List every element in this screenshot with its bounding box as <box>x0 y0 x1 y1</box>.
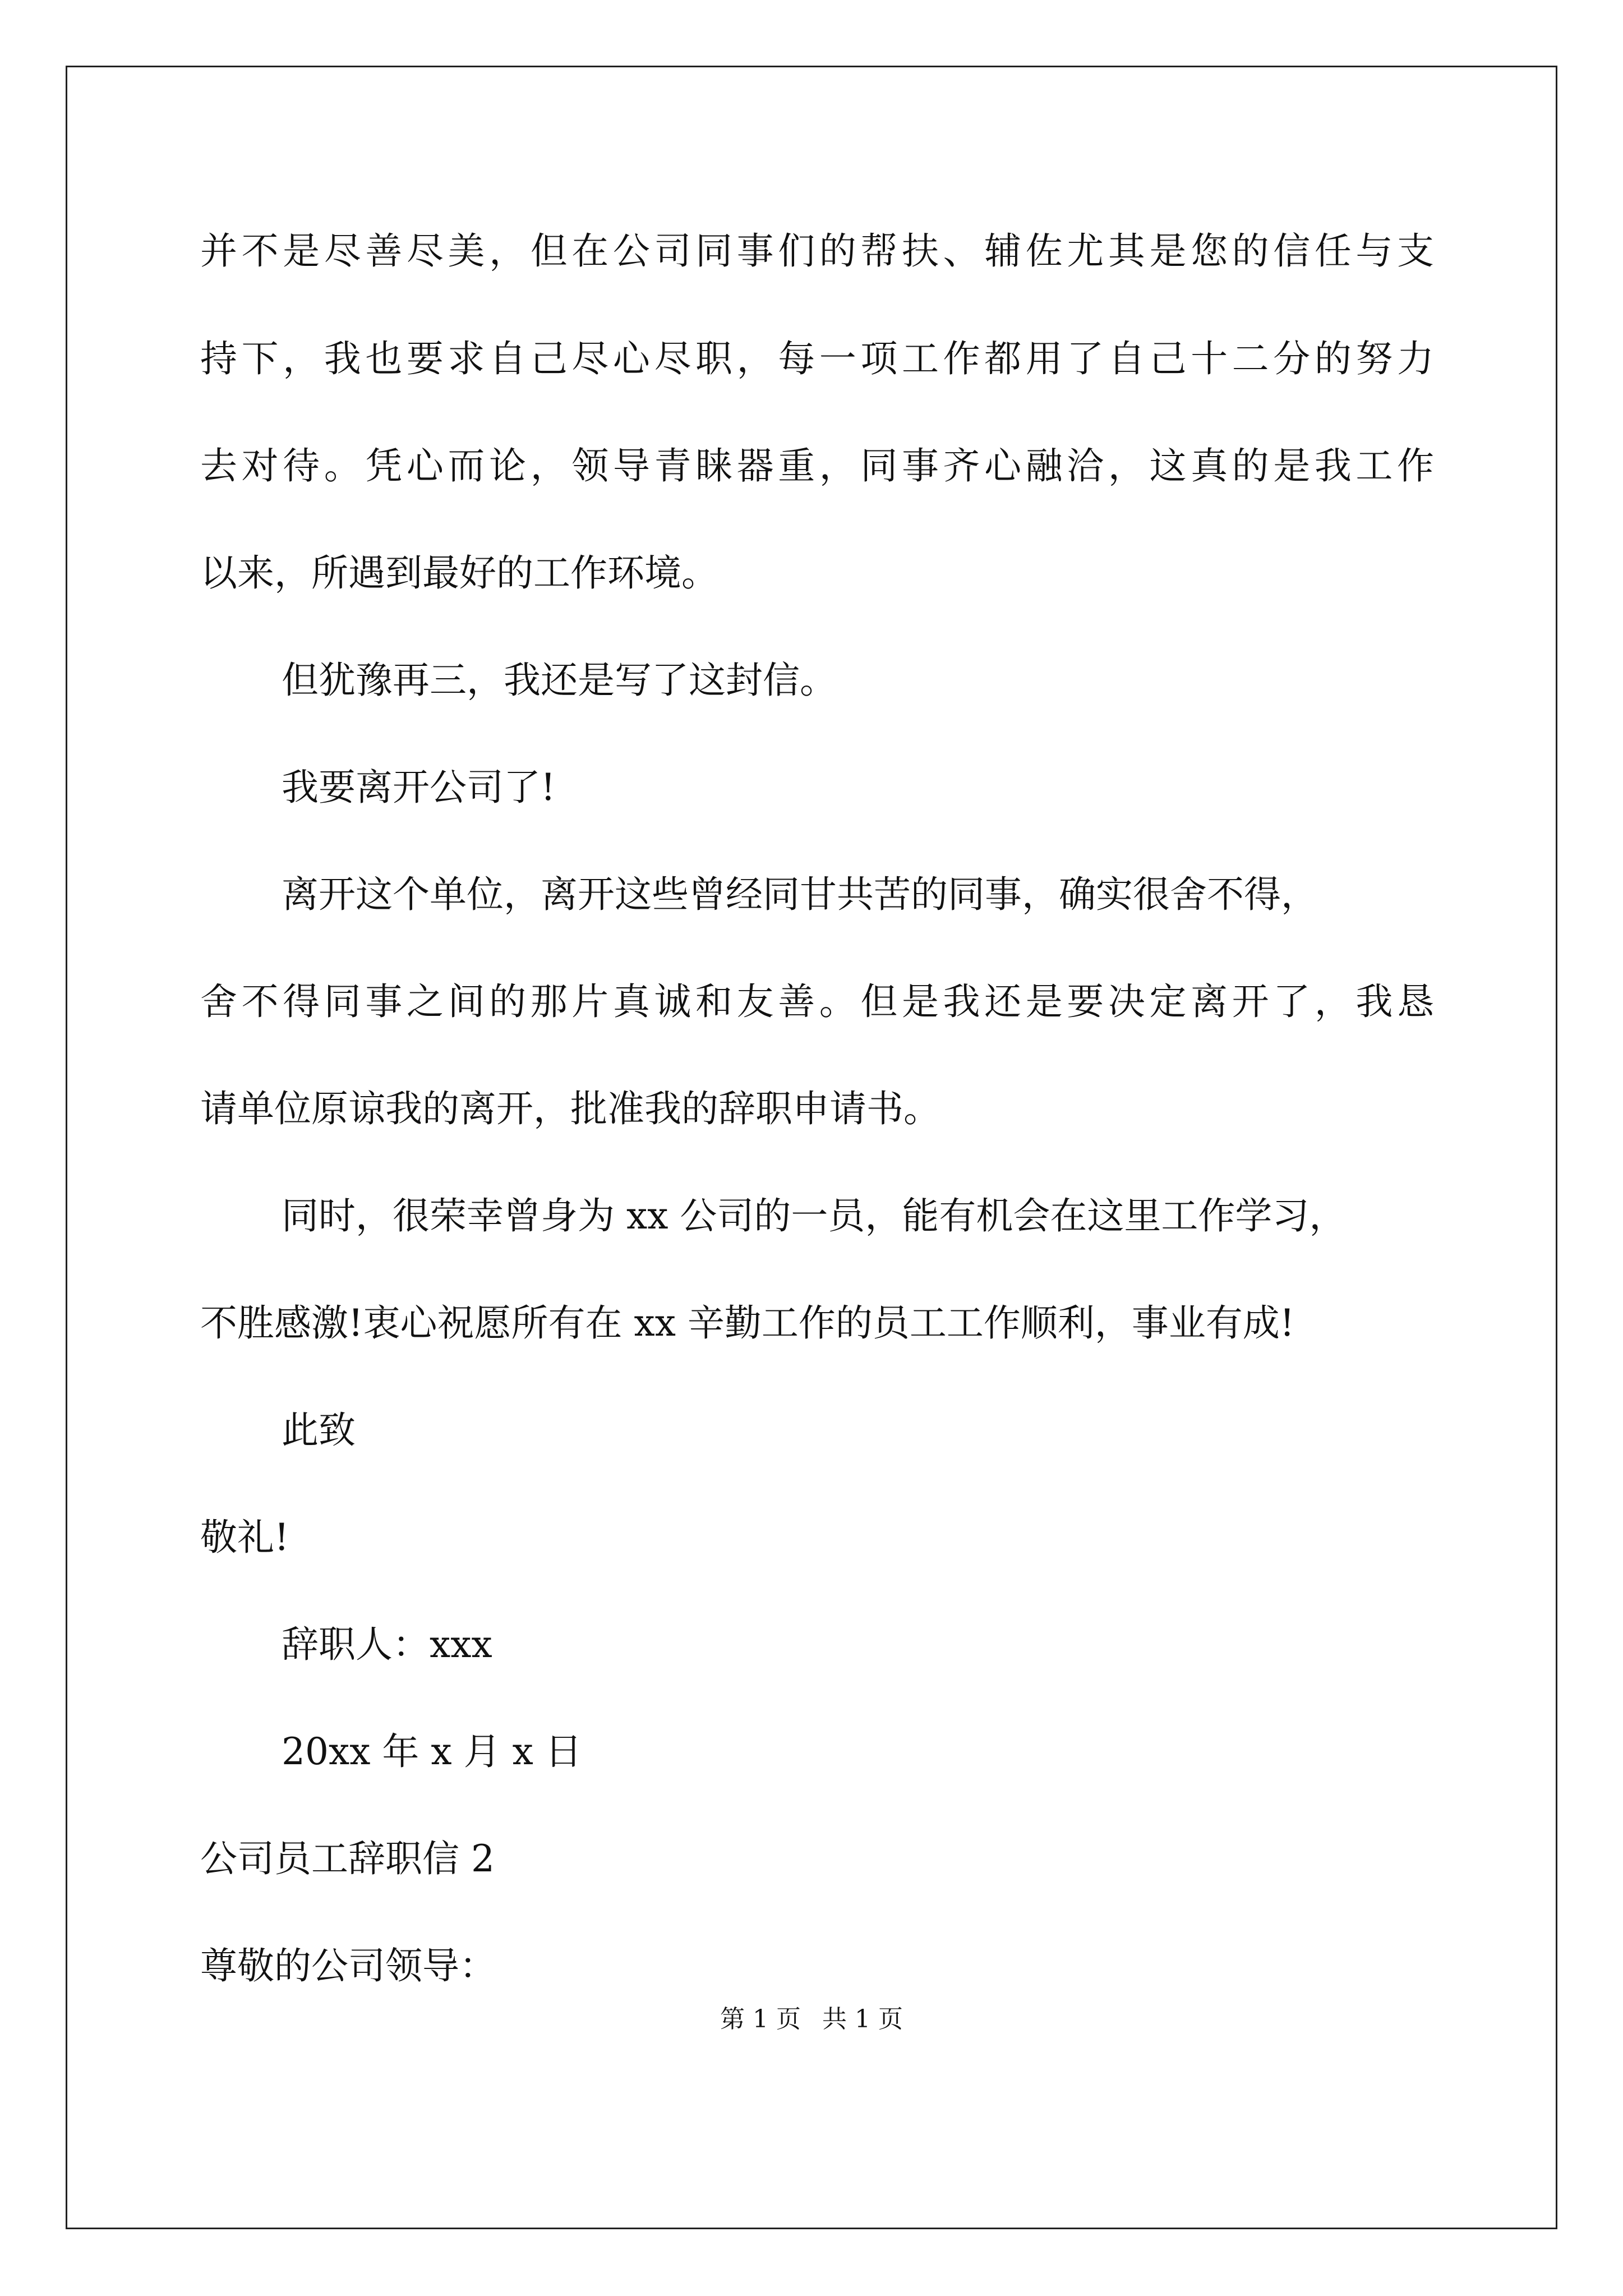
page-number: 第 1 页 <box>720 2005 801 2033</box>
paragraph-line-8: 舍不得同事之间的那片真诚和友善。但是我还是要决定离开了，我恳 <box>200 980 1434 1023</box>
page-footer <box>0 2003 1623 2036</box>
paragraph-line-11: 不胜感激!衷心祝愿所有在 xx 辛勤工作的员工工作顺利，事业有成! <box>200 1301 1295 1345</box>
paragraph-line-6: 我要离开公司了! <box>282 766 556 809</box>
paragraph-line-9: 请单位原谅我的离开，批准我的辞职申请书。 <box>200 1087 940 1130</box>
paragraph-line-4: 以来，所遇到最好的工作环境。 <box>200 551 718 595</box>
paragraph-line-3: 去对待。凭心而论，领导青睐器重，同事齐心融洽，这真的是我工作 <box>200 444 1434 487</box>
paragraph-line-2: 持下，我也要求自己尽心尽职，每一项工作都用了自己十二分的努力 <box>200 337 1434 380</box>
paragraph-line-5: 但犹豫再三，我还是写了这封信。 <box>282 659 837 702</box>
paragraph-line-10: 同时，很荣幸曾身为 xx 公司的一员，能有机会在这里工作学习， <box>282 1194 1347 1237</box>
closing-regards: 敬礼! <box>200 1516 289 1559</box>
letter-greeting: 尊敬的公司领导： <box>200 1944 496 1987</box>
page-border <box>66 66 1557 2229</box>
paragraph-line-1: 并不是尽善尽美，但在公司同事们的帮扶、辅佐尤其是您的信任与支 <box>200 229 1434 273</box>
closing-salutation: 此致 <box>282 1409 356 1452</box>
paragraph-line-7: 离开这个单位，离开这些曾经同甘共苦的同事，确实很舍不得， <box>282 873 1318 916</box>
signature-line: 辞职人：xxx <box>282 1623 492 1666</box>
section-heading: 公司员工辞职信 2 <box>200 1837 495 1880</box>
page-total: 共 1 页 <box>822 2005 903 2033</box>
date-line: 20xx 年 x 月 x 日 <box>282 1730 582 1773</box>
